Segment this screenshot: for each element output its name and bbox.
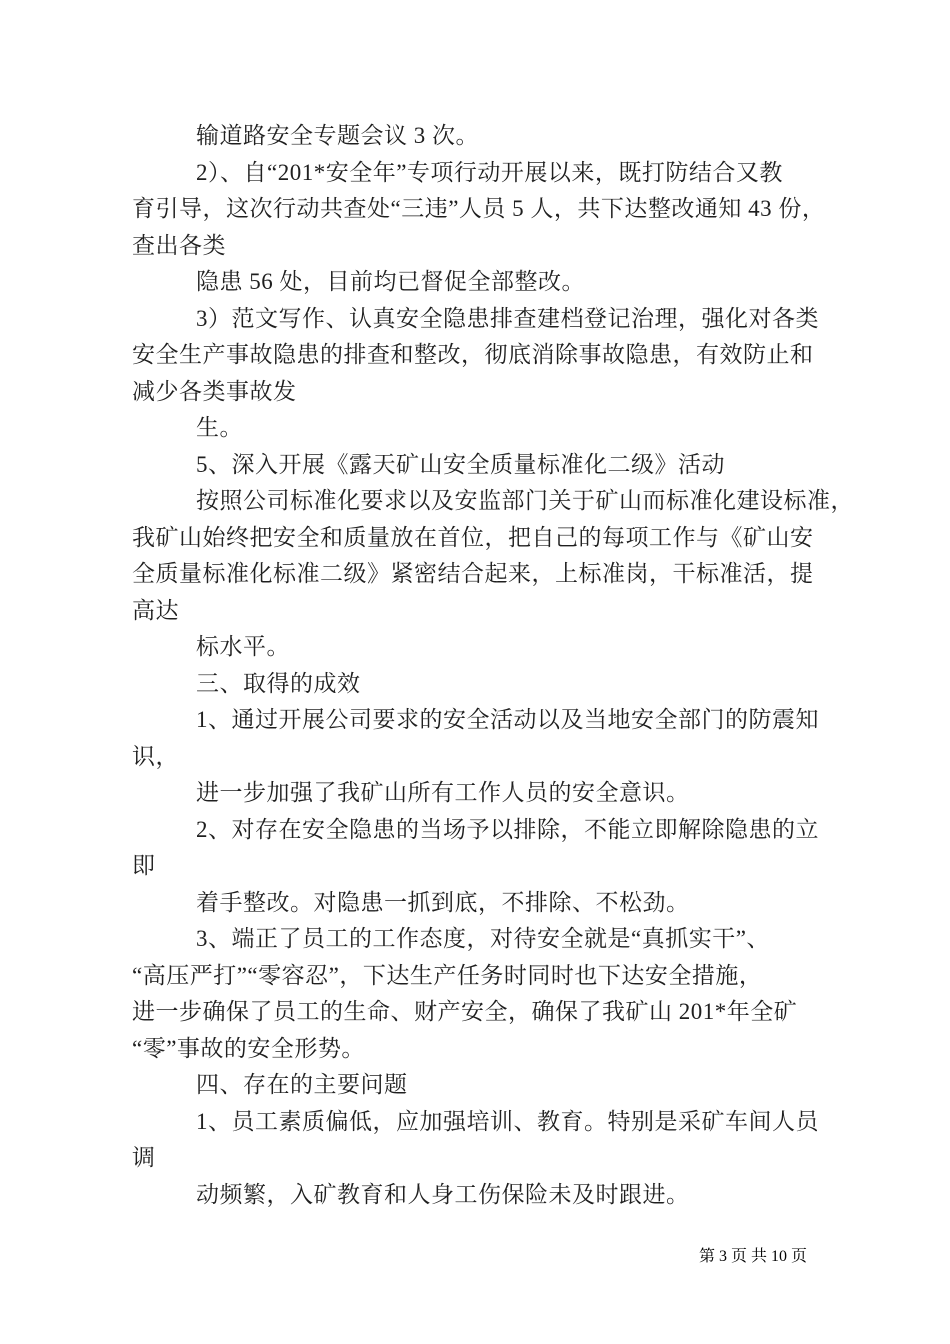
text-line: 着手整改。对隐患一抓到底，不排除、不松劲。 <box>196 889 690 915</box>
text-line: 3）范文写作、认真安全隐患排查建档登记治理，强化对各类 <box>196 305 819 331</box>
text-line: 即 <box>132 853 156 878</box>
text-line: 动频繁，入矿教育和人身工伤保险未及时跟进。 <box>196 1181 690 1207</box>
text-line: 安全生产事故隐患的排查和整改，彻底消除事故隐患，有效防止和 <box>132 342 814 367</box>
text-line: 我矿山始终把安全和质量放在首位，把自己的每项工作与《矿山安 <box>132 524 814 550</box>
text-line: 全质量标准化标准二级》紧密结合起来，上标准岗，干标准活，提 <box>132 561 814 586</box>
text-line: 2、对存在安全隐患的当场予以排除，不能立即解除隐患的立 <box>196 816 819 842</box>
text-line: 按照公司标准化要求以及安监部门关于矿山而标准化建设标准， <box>196 488 854 513</box>
text-line: 标水平。 <box>196 634 290 659</box>
text-line: 2）、自“201*安全年”专项行动开展以来，既打防结合又教 <box>196 159 783 185</box>
text-line: “零”事故的安全形势。 <box>132 1035 365 1061</box>
page-number: 第 3 页 共 10 页 <box>698 1248 807 1265</box>
text-line: “高压严打”“零容忍”，下达生产任务时同时也下达安全措施， <box>132 962 763 988</box>
text-line: 隐患 56 处，目前均已督促全部整改。 <box>196 269 585 294</box>
text-line: 查出各类 <box>132 232 226 258</box>
text-line: 1、通过开展公司要求的安全活动以及当地安全部门的防震知 <box>196 707 819 732</box>
text-line: 调 <box>132 1145 156 1170</box>
document-body <box>132 118 854 1213</box>
text-line: 1、员工素质偏低，应加强培训、教育。特别是采矿车间人员 <box>196 1108 819 1134</box>
text-line: 生。 <box>196 415 243 440</box>
text-line: 进一步确保了员工的生命、财产安全，确保了我矿山 201*年全矿 <box>132 999 798 1024</box>
text-line: 育引导，这次行动共查处“三违”人员 5 人，共下达整改通知 43 份， <box>132 196 826 221</box>
text-line: 三、取得的成效 <box>196 670 361 696</box>
text-line: 3、端正了员工的工作态度，对待安全就是“真抓实干”、 <box>196 926 770 951</box>
text-line: 进一步加强了我矿山所有工作人员的安全意识。 <box>196 780 690 805</box>
text-line: 5、深入开展《露天矿山安全质量标准化二级》活动 <box>196 451 725 477</box>
text-line: 识， <box>132 743 179 769</box>
text-line: 减少各类事故发 <box>132 378 297 404</box>
text-line: 高达 <box>132 597 179 623</box>
text-line: 输道路安全专题会议 3 次。 <box>196 123 479 148</box>
text-line: 四、存在的主要问题 <box>196 1072 408 1097</box>
